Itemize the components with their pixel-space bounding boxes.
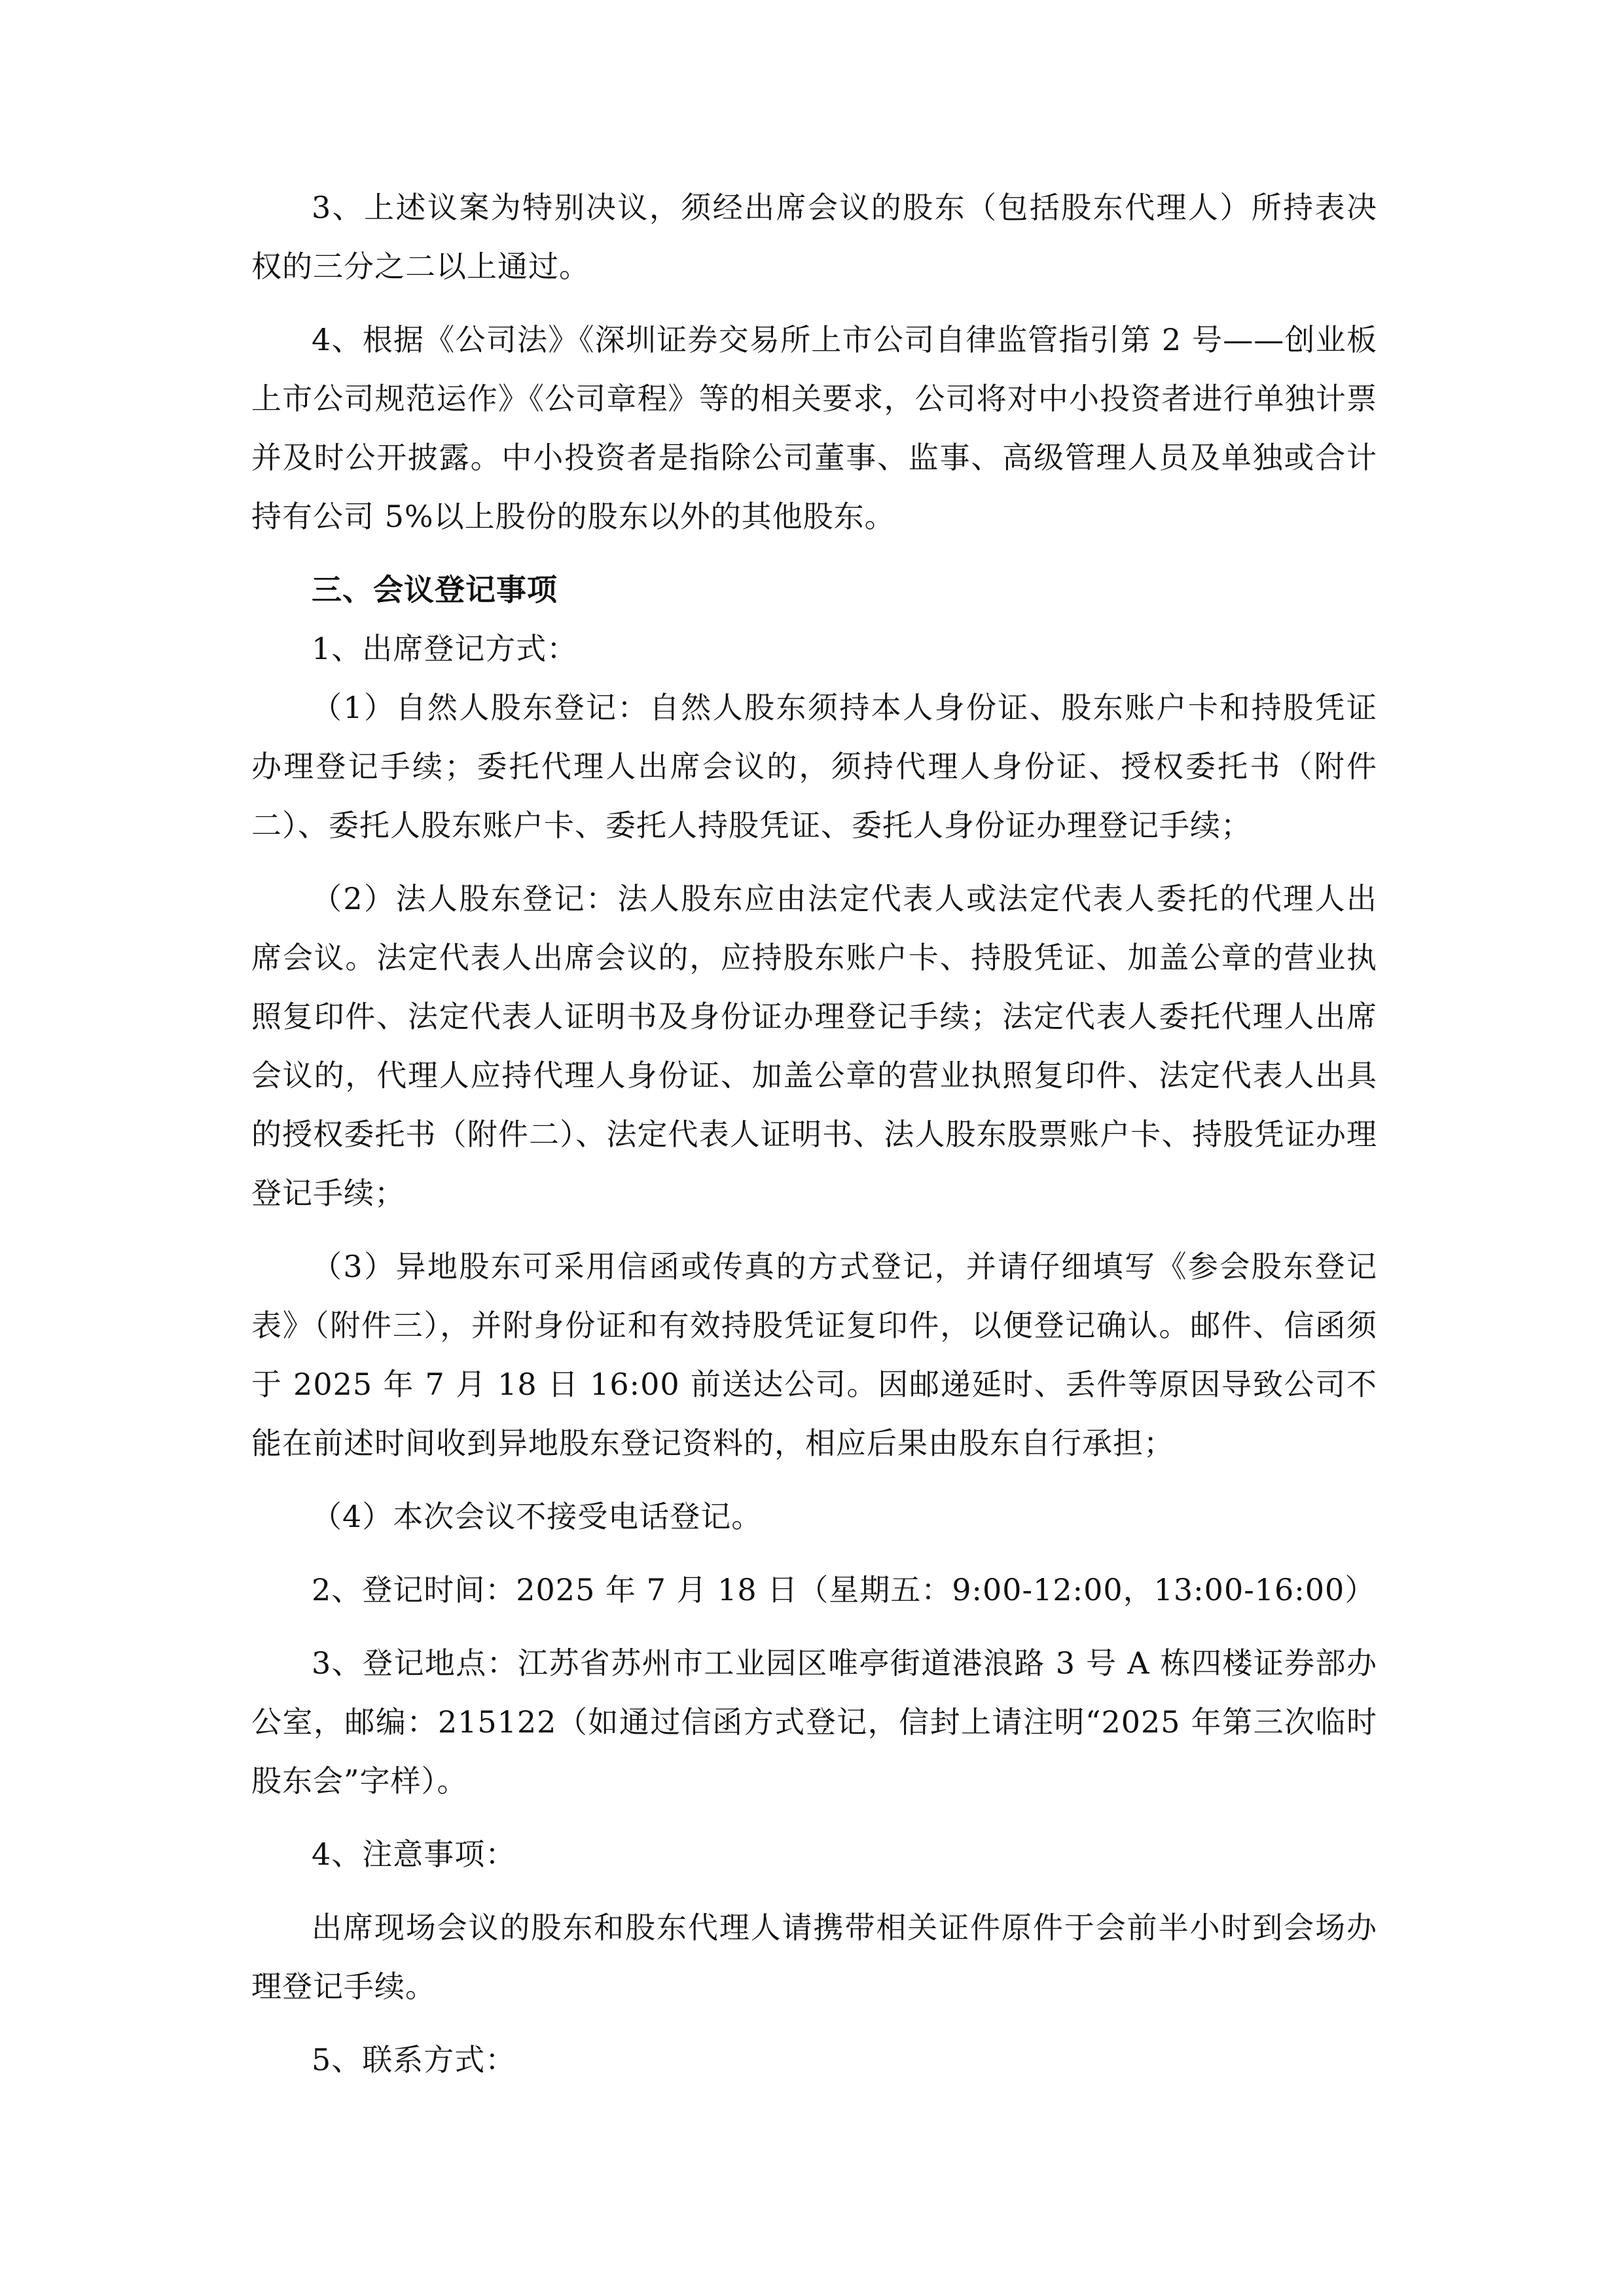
registration-no-phone: （4）本次会议不接受电话登记。 (312, 1499, 763, 1534)
contact-title: 5、联系方式： (312, 2042, 516, 2077)
registration-time: 2、登记时间：2025 年 7 月 18 日（星期五：9:00-12:00，13:00-16:00） (312, 1572, 1376, 1607)
paragraph-minority-investors: 4、根据《公司法》《深圳证券交易所上市公司自律监管指引第 2 号——创业板上市公司规范运作》《公司章程》等的相关要求，公司将对中小投资者进行单独计票并及时公开披露。中小投资者是指除公司董事、监事、高级管理人员及单独或合计持有公司 5%以上股份的股东以外的其他股东。 (251, 322, 1377, 534)
registration-place: 3、登记地点：江苏省苏州市工业园区唯亭街道港浪路 3 号 A 栋四楼证券部办公室，邮编：215122（如通过信函方式登记，信封上请注明“2025 年第三次临时股东会”字样）。 (251, 1645, 1377, 1799)
registration-remote: （3）异地股东可采用信函或传真的方式登记，并请仔细填写《参会股东登记表》（附件三），并附身份证和有效持股凭证复印件，以便登记确认。邮件、信函须于 2025 年 7 月 18 日 16:00 前送达公司。因邮递延时、丢件等原因导致公司不能在前述时间收到异地股东登记资料的，相应后果由股东自行承担； (251, 1249, 1377, 1461)
registration-natural-person: （1）自然人股东登记：自然人股东须持本人身份证、股东账户卡和持股凭证办理登记手续；委托代理人出席会议的，须持代理人身份证、授权委托书（附件二）、委托人股东账户卡、委托人持股凭证、委托人身份证办理登记手续； (251, 690, 1377, 843)
document-body (251, 178, 1377, 2089)
registration-method-title: 1、出席登记方式： (312, 631, 578, 666)
notes-title: 4、注意事项： (312, 1837, 516, 1872)
notes-body: 出席现场会议的股东和股东代理人请携带相关证件原件于会前半小时到会场办理登记手续。 (251, 1910, 1377, 2004)
section-heading-registration: 三、会议登记事项 (312, 572, 558, 607)
registration-legal-person: （2）法人股东登记：法人股东应由法定代表人或法定代表人委托的代理人出席会议。法定代表人出席会议的，应持股东账户卡、持股凭证、加盖公章的营业执照复印件、法定代表人证明书及身份证办理登记手续；法定代表人委托代理人出席会议的，代理人应持代理人身份证、加盖公章的营业执照复印件、法定代表人出具的授权委托书（附件二）、法定代表人证明书、法人股东股票账户卡、持股凭证办理登记手续； (251, 881, 1377, 1211)
paragraph-special-resolution: 3、上述议案为特别决议，须经出席会议的股东（包括股东代理人）所持表决权的三分之二以上通过。 (251, 190, 1377, 284)
